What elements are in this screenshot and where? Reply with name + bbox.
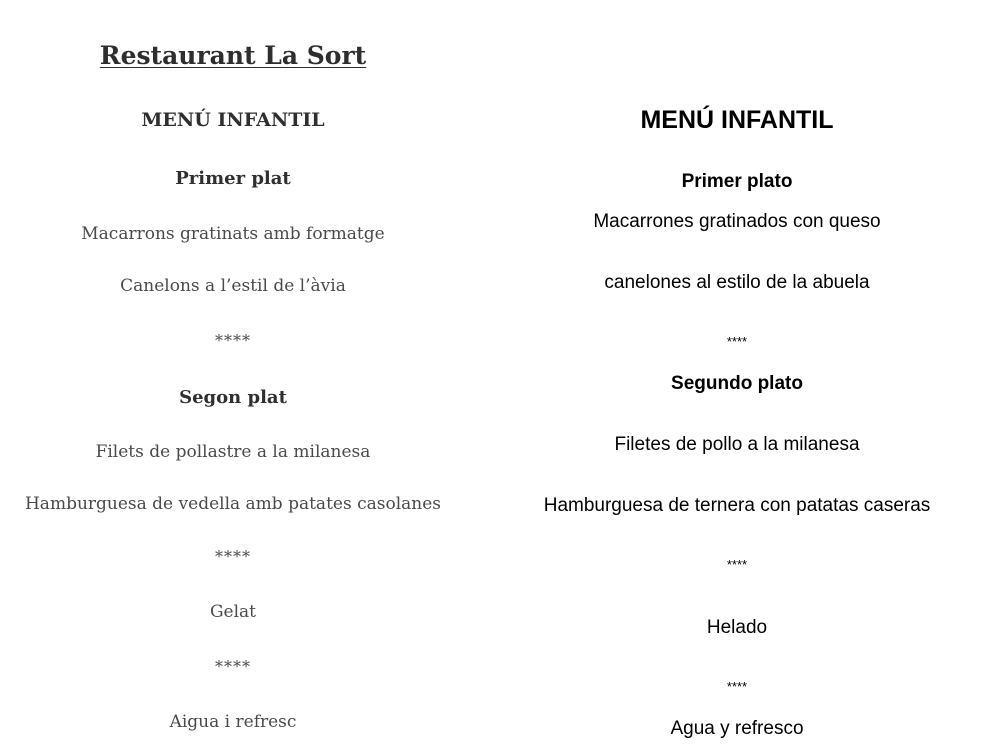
dish-item: canelones al estilo de la abuela [604, 272, 870, 293]
restaurant-name: Restaurant La Sort [99, 41, 367, 70]
separator: **** [726, 679, 748, 694]
second-course-heading-catalan: Segon plat [179, 387, 287, 408]
first-course-heading-spanish: Primer plato [681, 171, 793, 192]
dish-item: Canelons a l’estil de l’àvia [120, 276, 346, 296]
dish-item: Hamburguesa de ternera con patatas caseras [543, 495, 931, 516]
separator: **** [215, 657, 251, 676]
menu-title-catalan: MENÚ INFANTIL [141, 109, 325, 131]
first-course-heading-catalan: Primer plat [175, 168, 291, 189]
dish-item: Filetes de pollo a la milanesa [614, 434, 860, 455]
separator: **** [215, 547, 251, 566]
catalan-menu [0, 0, 466, 751]
drinks-item-spanish: Agua y refresco [670, 718, 804, 739]
separator: **** [726, 557, 748, 572]
dessert-item-spanish: Helado [706, 617, 768, 638]
dessert-item-catalan: Gelat [209, 602, 257, 622]
dish-item: Macarrones gratinados con queso [593, 211, 881, 232]
spanish-menu [474, 0, 1000, 751]
dish-item: Hamburguesa de vedella amb patates casolanes [24, 494, 442, 514]
menu-title-spanish: MENÚ INFANTIL [640, 106, 834, 134]
dish-item: Macarrons gratinats amb formatge [81, 224, 385, 244]
drinks-item-catalan: Aigua i refresc [169, 712, 297, 732]
second-course-heading-spanish: Segundo plato [671, 373, 803, 394]
separator: **** [726, 334, 748, 349]
separator: **** [215, 331, 251, 350]
dish-item: Filets de pollastre a la milanesa [95, 442, 371, 462]
